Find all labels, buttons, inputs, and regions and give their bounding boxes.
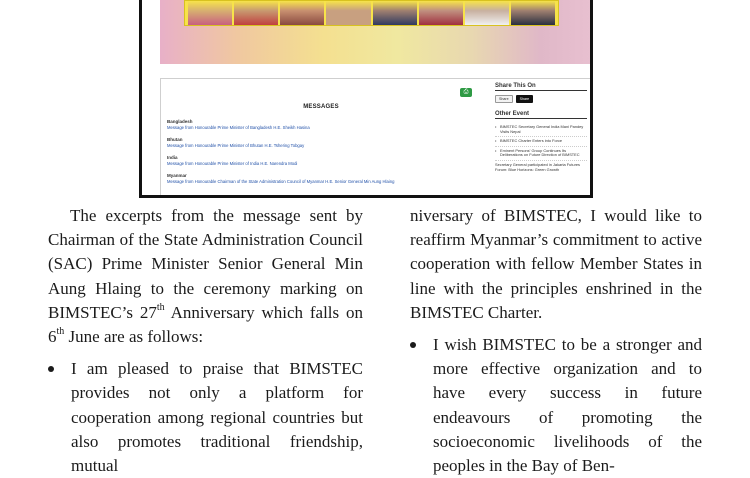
intro-text-part2: Anniversary which falls on 6 <box>48 302 363 347</box>
event-link[interactable]: Secretary General participated in Jakarta Futures Forum: Blue Horizons: Green Growth <box>495 161 580 172</box>
ordinal-suffix: th <box>156 302 165 314</box>
share-buttons <box>495 95 587 103</box>
event-link[interactable]: • Eminent Persons' Group Continues Its Deliberations on Future Direction of BIMSTEC <box>495 147 587 161</box>
leaders-banner <box>160 0 592 64</box>
event-link[interactable]: • BIMSTEC Charter Enters into Force <box>495 137 587 147</box>
message-country: India <box>167 155 178 160</box>
message-link[interactable]: Message from Honourable Prime Minister of Bhutan H.E. Tshering Tobgay <box>167 143 305 148</box>
bullet-continuation: niversary of BIMSTEC, I would like to reaffirm Myanmar’s commitment to active cooperation with fellow Member States in line with the principles enshrined in the BIMSTEC Charter. <box>410 206 702 322</box>
bullet-item <box>410 333 702 478</box>
bullet-text: I am pleased to praise that BIMSTEC provides not only a platform for cooperation among regional countries but also promotes traditional friendship, mutual <box>71 359 363 476</box>
leader-photo <box>511 1 555 25</box>
message-country: Bhutan <box>167 137 183 142</box>
message-bullets <box>410 333 702 478</box>
article-right-column <box>410 204 702 478</box>
article-left-column <box>48 204 363 478</box>
message-link[interactable]: Message from Honourable Prime Minister of India H.E. Narendra Modi <box>167 161 298 166</box>
leaders-photo-strip <box>184 0 559 26</box>
events-heading: Other Event <box>495 111 587 119</box>
messages-list <box>167 119 477 191</box>
printer-icon[interactable]: ⎙ <box>460 88 472 97</box>
leader-photo <box>373 1 417 25</box>
message-country: Bangladesh <box>167 119 193 124</box>
web-content-panel <box>160 78 592 198</box>
message-item <box>167 137 477 149</box>
leader-photo <box>234 1 278 25</box>
bullet-dot <box>410 342 416 348</box>
share-button-facebook[interactable]: Share <box>495 95 513 103</box>
intro-paragraph <box>48 204 363 349</box>
ordinal-suffix: th <box>56 326 65 338</box>
messages-title: MESSAGES <box>303 104 339 110</box>
bullet-text: I wish BIMSTEC to be a stronger and more effective organization and to have every success in future endeavours of promoting the socioeconomic livelihoods of the peoples in the Bay of Ben- <box>433 335 702 476</box>
leader-photo <box>419 1 463 25</box>
share-button-x[interactable]: Share <box>516 95 534 103</box>
leader-photo <box>280 1 324 25</box>
message-link[interactable]: Message from Honourable Chairman of the State Administration Council of Myanmar H.E. Senior General Min Aung Hlaing <box>167 179 395 184</box>
website-screenshot <box>139 0 593 198</box>
intro-text-part1: The excerpts from the message sent by Chairman of the State Administration Council (SAC) Prime Minister Senior General Min Aung Hlaing to the ceremony marking on BIMSTEC’s 27 <box>48 206 363 322</box>
event-link[interactable]: • BIMSTEC Secretary General India Mani Pandey Visits Nepal <box>495 123 587 137</box>
share-heading: Share This On <box>495 83 587 91</box>
leader-photo <box>188 1 232 25</box>
leader-photo <box>326 1 370 25</box>
message-link[interactable]: Message from Honourable Prime Minister of Bangladesh H.E. Sheikh Hasina <box>167 125 310 130</box>
intro-text-part3: June are as follows: <box>64 327 204 347</box>
message-item <box>167 119 477 131</box>
message-item <box>167 155 477 167</box>
bullet-dot <box>48 366 54 372</box>
message-item <box>167 173 477 185</box>
sidebar <box>495 83 587 174</box>
message-country: Myanmar <box>167 173 187 178</box>
leader-photo <box>465 1 509 25</box>
